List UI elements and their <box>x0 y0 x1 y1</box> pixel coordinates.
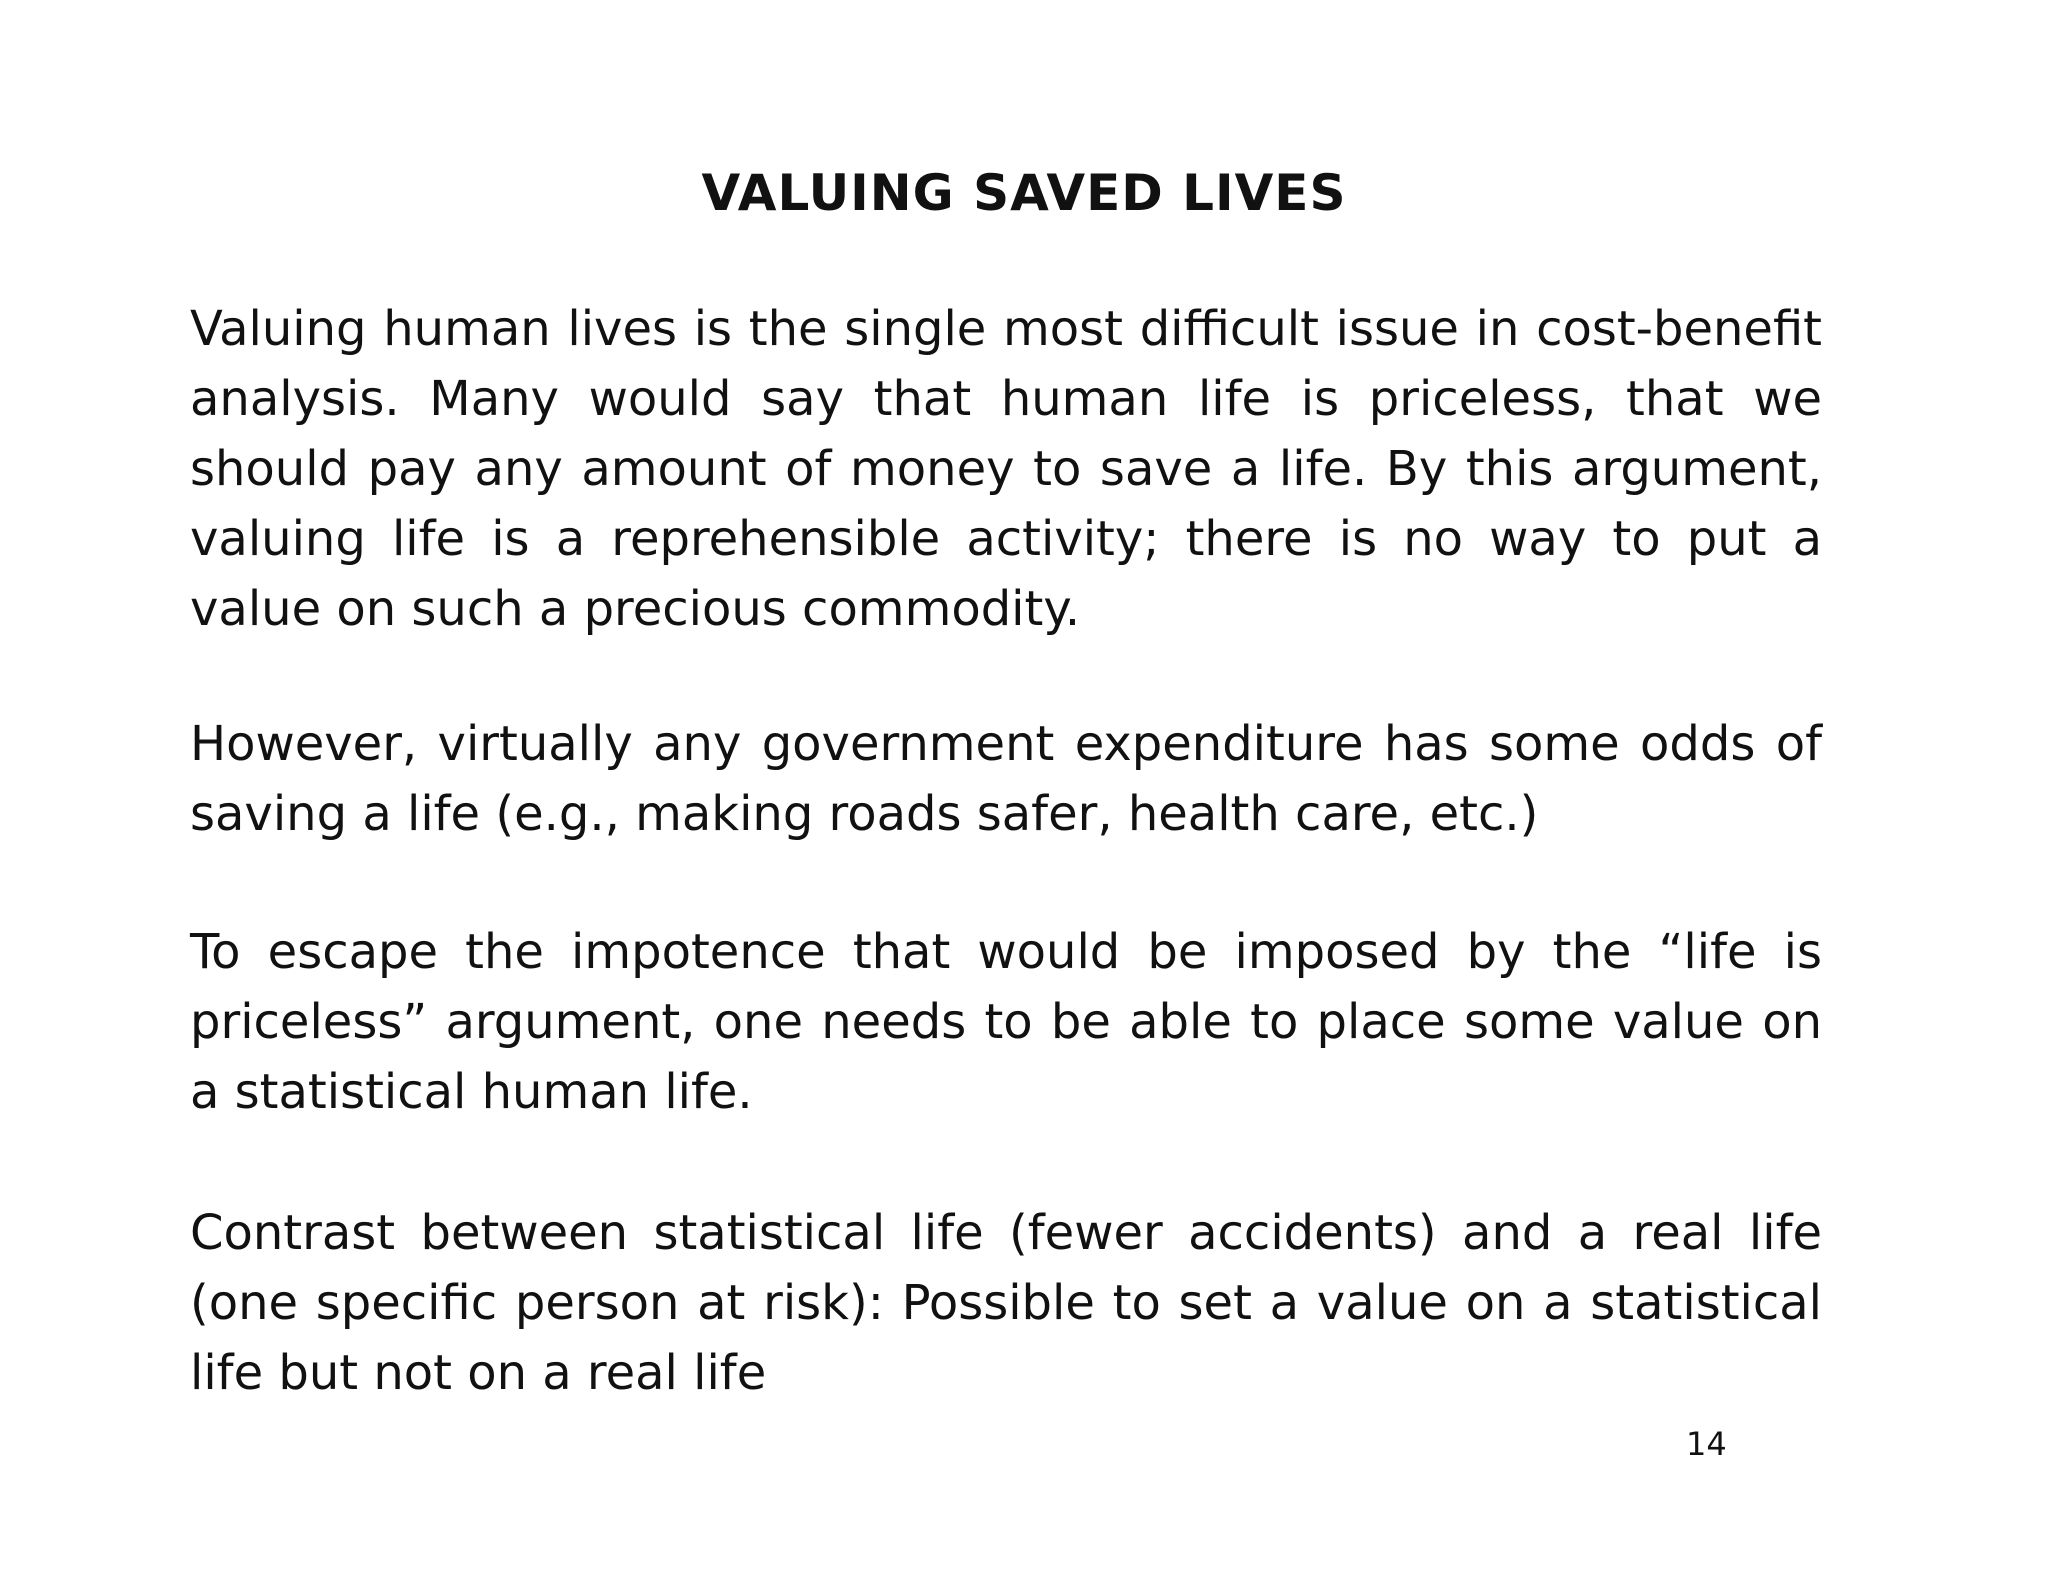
page-number: 14 <box>1686 1425 1727 1463</box>
paragraph-statistical-life-value: To escape the impotence that would be imposed by the “life is priceless” argument, one needs to be able to place some value on a statistical human life. <box>190 924 1822 1120</box>
paragraph-statistical-vs-real-life: Contrast between statistical life (fewer accidents) and a real life (one specific person at risk): Possible to set a value on a statistical life but not on a real life <box>190 1205 1822 1401</box>
paragraph-government-expenditure: However, virtually any government expenditure has some odds of saving a life (e.g., making roads safer, health care, etc.) <box>190 716 1822 842</box>
slide-title: VALUING SAVED LIVES <box>701 164 1347 222</box>
paragraph-valuing-lives: Valuing human lives is the single most difficult issue in cost-benefit analysis. Many would say that human life is priceless, that we should pay any amount of money to save a life. By this argument, valuing life is a reprehensible activity; there is no way to put a value on such a precious commodity. <box>190 301 1822 637</box>
